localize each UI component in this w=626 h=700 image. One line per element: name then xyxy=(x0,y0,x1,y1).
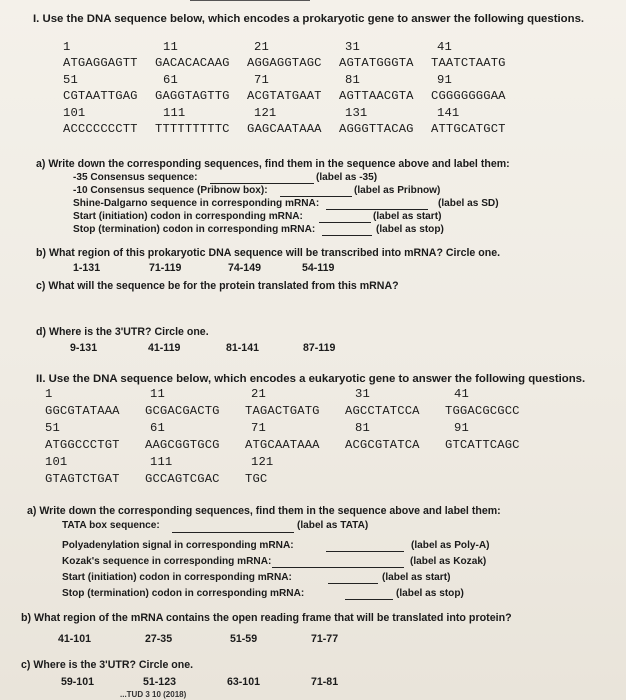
s1-num: 11 xyxy=(163,40,178,54)
s2-qa-item: Start (initiation) codon in corresponding mRNA: xyxy=(62,572,292,583)
s2-seq-block: ATGGCCCTGT xyxy=(45,438,120,452)
s2-qb-choice[interactable]: 27-35 xyxy=(145,633,173,645)
s2-qb-choice[interactable]: 41-101 xyxy=(58,633,91,645)
s1-num: 111 xyxy=(163,106,186,120)
s2-num: 11 xyxy=(150,387,165,401)
s1-seq-block: TAATCTAATG xyxy=(431,56,506,70)
s1-qa-label: (label as stop) xyxy=(376,224,444,235)
s2-qc-choice[interactable]: 51-123 xyxy=(143,676,176,688)
s1-seq-block: ACCCCCCCTT xyxy=(63,122,138,136)
s1-num: 101 xyxy=(63,106,86,120)
s1-num: 1 xyxy=(63,40,71,54)
s2-qc-choice[interactable]: 59-101 xyxy=(61,676,94,688)
s2-qa-label: (label as start) xyxy=(382,572,451,583)
s1-qa-prompt: a) Write down the corresponding sequences, find them in the sequence above and label them: xyxy=(36,158,510,170)
s2-num: 81 xyxy=(355,421,370,435)
s1-seq-block: AGTTAACGTA xyxy=(339,89,414,103)
s2-num: 91 xyxy=(454,421,469,435)
s1-qa-item: Stop (termination) codon in corresponding mRNA: xyxy=(73,224,316,235)
s1-qb-prompt: b) What region of this prokaryotic DNA sequence will be transcribed into mRNA? Circle one. xyxy=(36,247,501,259)
s2-num: 101 xyxy=(45,455,68,469)
s1-qb-choice[interactable]: 1-131 xyxy=(73,262,101,274)
s2-qa-item: Stop (termination) codon in corresponding mRNA: xyxy=(62,588,305,599)
s2-qa-label: (label as TATA) xyxy=(297,520,369,531)
s2-qa-prompt: a) Write down the corresponding sequences, find them in the sequence above and label them: xyxy=(27,505,501,517)
s1-qb-choice[interactable]: 74-149 xyxy=(228,262,261,274)
s1-qd-prompt: d) Where is the 3'UTR? Circle one. xyxy=(36,326,209,338)
s1-qd-choice[interactable]: 9-131 xyxy=(70,342,98,354)
s2-seq-block: ATGCAATAAA xyxy=(245,438,320,452)
s2-qa-item: TATA box sequence: xyxy=(62,520,160,531)
s2-qb-prompt: b) What region of the mRNA contains the open reading frame that will be translated into protein? xyxy=(21,612,512,624)
s1-qd-choice[interactable]: 87-119 xyxy=(303,342,336,354)
s1-num: 31 xyxy=(345,40,360,54)
s1-num: 21 xyxy=(254,40,269,54)
s1-num: 91 xyxy=(437,73,452,87)
answer-blank[interactable] xyxy=(326,551,404,552)
s1-seq-block: CGTAATTGAG xyxy=(63,89,138,103)
s2-qb-choice[interactable]: 51-59 xyxy=(230,633,258,645)
s2-qa-label: (label as stop) xyxy=(396,588,464,599)
s1-qa-label: (label as -35) xyxy=(316,172,378,183)
s2-qc-choice[interactable]: 71-81 xyxy=(311,676,339,688)
s1-qa-item: Start (initiation) codon in corresponding mRNA: xyxy=(73,211,303,222)
s1-num: 81 xyxy=(345,73,360,87)
s2-num: 21 xyxy=(251,387,266,401)
s1-qc-prompt: c) What will the sequence be for the protein translated from this mRNA? xyxy=(36,280,399,292)
s1-qa-label: (label as start) xyxy=(373,211,442,222)
s1-seq-block: CGGGGGGGAA xyxy=(431,89,506,103)
answer-blank[interactable] xyxy=(345,599,393,600)
s2-seq-block: TGGACGCGCC xyxy=(445,404,520,418)
answer-blank[interactable] xyxy=(210,183,314,184)
s1-seq-block: AGTATGGGTA xyxy=(339,56,414,70)
s1-num: 41 xyxy=(437,40,452,54)
s1-seq-block: AGGAGGTAGC xyxy=(247,56,322,70)
s2-num: 121 xyxy=(251,455,274,469)
s1-qd-choice[interactable]: 81-141 xyxy=(226,342,259,354)
s2-seq-block: TGC xyxy=(245,472,268,486)
s2-num: 111 xyxy=(150,455,173,469)
s1-qb-choice[interactable]: 54-119 xyxy=(302,262,335,274)
s2-qa-label: (label as Poly-A) xyxy=(411,540,490,551)
top-rule xyxy=(190,0,310,1)
s1-seq-block: ATTGCATGCT xyxy=(431,122,506,136)
answer-blank[interactable] xyxy=(328,583,378,584)
s2-seq-block: GGCGTATAAA xyxy=(45,404,120,418)
section-2-heading: II. Use the DNA sequence below, which encodes a eukaryotic gene to answer the following questions. xyxy=(36,373,586,385)
s2-seq-block: AAGCGGTGCG xyxy=(145,438,220,452)
s1-seq-block: TTTTTTTTTC xyxy=(155,122,230,136)
s2-seq-block: GTCATTCAGC xyxy=(445,438,520,452)
s2-seq-block: ACGCGTATCA xyxy=(345,438,420,452)
s2-num: 31 xyxy=(355,387,370,401)
s2-qa-item: Kozak's sequence in corresponding mRNA: xyxy=(62,556,272,567)
s1-num: 131 xyxy=(345,106,368,120)
s2-seq-block: AGCCTATCCA xyxy=(345,404,420,418)
s2-num: 41 xyxy=(454,387,469,401)
answer-blank[interactable] xyxy=(272,567,404,568)
s1-qa-item: -10 Consensus sequence (Pribnow box): xyxy=(73,185,268,196)
s2-qb-choice[interactable]: 71-77 xyxy=(311,633,339,645)
page-footer: ...TUD 3 10 (2018) xyxy=(120,690,187,699)
s2-qc-choice[interactable]: 63-101 xyxy=(227,676,260,688)
s1-num: 61 xyxy=(163,73,178,87)
s1-qa-label: (label as SD) xyxy=(438,198,499,209)
s1-num: 71 xyxy=(254,73,269,87)
s1-num: 51 xyxy=(63,73,78,87)
s2-num: 51 xyxy=(45,421,60,435)
s1-seq-block: GACACACAAG xyxy=(155,56,230,70)
answer-blank[interactable] xyxy=(322,235,372,236)
s2-num: 1 xyxy=(45,387,53,401)
section-1-heading: I. Use the DNA sequence below, which encodes a prokaryotic gene to answer the following questions. xyxy=(33,13,585,25)
s1-seq-block: ACGTATGAAT xyxy=(247,89,322,103)
s2-seq-block: GCGACGACTG xyxy=(145,404,220,418)
s1-seq-block: AGGGTTACAG xyxy=(339,122,414,136)
s2-qc-prompt: c) Where is the 3'UTR? Circle one. xyxy=(21,659,194,671)
answer-blank[interactable] xyxy=(326,209,428,210)
s1-seq-block: ATGAGGAGTT xyxy=(63,56,138,70)
answer-blank[interactable] xyxy=(280,196,352,197)
s1-qd-choice[interactable]: 41-119 xyxy=(148,342,181,354)
s1-qa-label: (label as Pribnow) xyxy=(354,185,441,196)
s2-qa-label: (label as Kozak) xyxy=(410,556,487,567)
answer-blank[interactable] xyxy=(319,222,371,223)
s1-qb-choice[interactable]: 71-119 xyxy=(149,262,182,274)
answer-blank[interactable] xyxy=(172,532,294,533)
s1-qa-item: -35 Consensus sequence: xyxy=(73,172,198,183)
s1-qa-item: Shine-Dalgarno sequence in corresponding mRNA: xyxy=(73,198,320,209)
s2-seq-block: GTAGTCTGAT xyxy=(45,472,120,486)
s1-seq-block: GAGCAATAAA xyxy=(247,122,322,136)
s2-seq-block: GCCAGTCGAC xyxy=(145,472,220,486)
s2-num: 61 xyxy=(150,421,165,435)
s1-num: 141 xyxy=(437,106,460,120)
s2-seq-block: TAGACTGATG xyxy=(245,404,320,418)
s1-num: 121 xyxy=(254,106,277,120)
s2-num: 71 xyxy=(251,421,266,435)
s1-seq-block: GAGGTAGTTG xyxy=(155,89,230,103)
s2-qa-item: Polyadenylation signal in corresponding mRNA: xyxy=(62,540,294,551)
